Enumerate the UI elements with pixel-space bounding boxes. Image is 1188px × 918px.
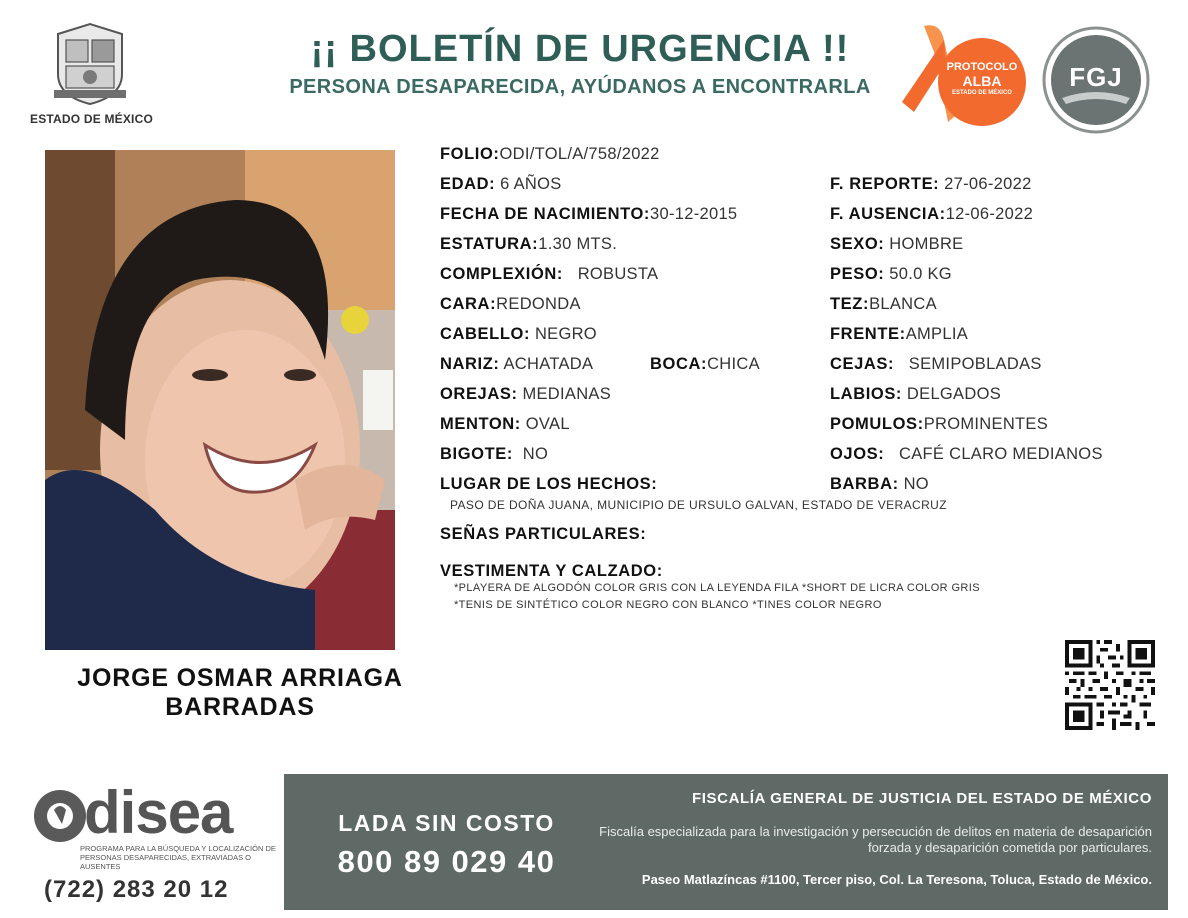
state-caption: ESTADO DE MÉXICO [30, 112, 153, 126]
odisea-description: PROGRAMA PARA LA BÚSQUEDA Y LOCALIZACIÓN DE PERSONAS DESAPARECIDAS, EXTRAVIADAS O AUSENTES [80, 844, 276, 871]
field-value: OVAL [525, 415, 570, 433]
field-label: OJOS: [830, 445, 885, 463]
field-cara [440, 295, 581, 314]
field-lugar-label [440, 475, 657, 494]
field-labios [830, 385, 1001, 404]
alba-line2: ALBA [962, 72, 1002, 89]
field-value: AMPLIA [905, 325, 969, 343]
field-tez [830, 295, 937, 314]
field-label: OREJAS: [440, 385, 518, 403]
person-name-line2: BARRADAS [165, 693, 315, 721]
field-value: HOMBRE [889, 235, 964, 253]
field-value: PROMINENTES [923, 415, 1049, 433]
field-barba [830, 475, 929, 494]
protocolo-alba-logo [900, 22, 1030, 132]
field-cabello [440, 325, 597, 344]
field-label: LUGAR DE LOS HECHOS: [440, 475, 658, 493]
field-label: BIGOTE: [440, 445, 513, 463]
page-title: ¡¡ BOLETÍN DE URGENCIA !! [310, 28, 850, 70]
field-sexo [830, 235, 963, 254]
field-label: SEÑAS PARTICULARES: [440, 525, 647, 543]
field-pomulos [830, 415, 1048, 434]
alba-line1: PROTOCOLO [946, 61, 1018, 73]
field-senas [440, 525, 646, 544]
field-complexion [440, 265, 658, 284]
field-folio [440, 145, 660, 164]
field-value: 1.30 MTS. [538, 235, 618, 253]
missing-person-photo [45, 150, 395, 650]
field-label: NARIZ: [440, 355, 500, 373]
field-label: BARBA: [830, 475, 899, 493]
field-label: FOLIO: [440, 145, 500, 163]
qr-code-icon [1064, 640, 1156, 730]
field-label: CARA: [440, 295, 497, 313]
fiscalia-description: Fiscalía especializada para la investigación y persecución de delitos en materia de desaparición forzada y desaparición cometida por particulares. [599, 824, 1152, 855]
lada-number[interactable]: 800 89 029 40 [337, 844, 556, 879]
field-label: POMULOS: [830, 415, 924, 433]
field-label: MENTON: [440, 415, 521, 433]
field-value: ROBUSTA [577, 265, 659, 283]
field-label: VESTIMENTA Y CALZADO: [440, 562, 663, 580]
page-subtitle: PERSONA DESAPARECIDA, AYÚDANOS A ENCONTRARLA [289, 76, 871, 98]
field-menton [440, 415, 570, 434]
field-label: F. REPORTE: [830, 175, 940, 193]
person-name-line1: JORGE OSMAR ARRIAGA [77, 664, 403, 692]
field-vestimenta [440, 562, 663, 581]
odisea-wordmark: disea [84, 779, 233, 846]
field-value: DELGADOS [906, 385, 1002, 403]
field-lugar-value: PASO DE DOÑA JUANA, MUNICIPIO DE URSULO GALVAN, ESTADO DE VERACRUZ [450, 498, 947, 512]
field-value: REDONDA [496, 295, 581, 313]
field-estatura [440, 235, 617, 254]
field-value: CHICA [707, 355, 760, 373]
odisea-phone[interactable]: (722) 283 20 12 [44, 876, 229, 903]
fgj-text: FGJ [1069, 62, 1123, 92]
field-value: NEGRO [534, 325, 597, 343]
field-cejas [830, 355, 1042, 374]
fgj-seal [1042, 26, 1150, 134]
footer-contact-bar [284, 774, 1168, 910]
field-label: CABELLO: [440, 325, 531, 343]
fiscalia-title: FISCALÍA GENERAL DE JUSTICIA DEL ESTADO DE MÉXICO [692, 790, 1152, 807]
person-details [440, 140, 1160, 620]
field-value: NO [903, 475, 929, 493]
coat-of-arms-icon [50, 20, 130, 108]
field-label: F. AUSENCIA: [830, 205, 946, 223]
field-value: 50.0 KG [889, 265, 952, 283]
field-label: SEXO: [830, 235, 885, 253]
person-photo-illustration [45, 150, 395, 650]
field-value: SEMIPOBLADAS [908, 355, 1042, 373]
person-name [45, 664, 435, 722]
field-fecha-ausencia [830, 205, 1033, 224]
field-orejas [440, 385, 611, 404]
odisea-logo [32, 779, 282, 916]
field-value: 6 AÑOS [500, 175, 562, 193]
field-label: CEJAS: [830, 355, 895, 373]
field-boca [650, 355, 760, 374]
field-label: FRENTE: [830, 325, 906, 343]
field-label: PESO: [830, 265, 885, 283]
alba-text [946, 62, 1018, 97]
field-value: 27-06-2022 [944, 175, 1032, 193]
field-value: ODI/TOL/A/758/2022 [499, 145, 660, 163]
field-bigote [440, 445, 548, 464]
field-label: EDAD: [440, 175, 496, 193]
alba-line3: ESTADO DE MÉXICO [952, 90, 1012, 97]
vestimenta-line2: *TENIS DE SINTÉTICO COLOR NEGRO CON BLANCO *TINES COLOR NEGRO [454, 599, 882, 611]
field-value: 12-06-2022 [945, 205, 1034, 223]
field-value: MEDIANAS [522, 385, 612, 403]
field-label: LABIOS: [830, 385, 903, 403]
field-value: CAFÉ CLARO MEDIANOS [899, 445, 1103, 463]
field-fecha-nacimiento [440, 205, 737, 224]
field-label: TEZ: [830, 295, 870, 313]
field-fecha-reporte [830, 175, 1032, 194]
field-nariz [440, 355, 593, 374]
lada-label: LADA SIN COSTO [338, 810, 555, 836]
field-value: 30-12-2015 [650, 205, 738, 223]
field-peso [830, 265, 952, 284]
estado-de-mexico-logo [30, 20, 153, 130]
fiscalia-address: Paseo Matlazíncas #1100, Tercer piso, Col. La Teresona, Toluca, Estado de México. [641, 872, 1152, 887]
vestimenta-line1: *PLAYERA DE ALGODÓN COLOR GRIS CON LA LEYENDA FILA *SHORT DE LICRA COLOR GRIS [454, 582, 980, 594]
odisea-pin-icon [32, 788, 92, 848]
field-value: ACHATADA [503, 355, 594, 373]
field-edad [440, 175, 562, 194]
field-value: BLANCA [869, 295, 937, 313]
field-frente [830, 325, 968, 344]
field-ojos [830, 445, 1103, 464]
field-label: BOCA: [650, 355, 708, 373]
field-label: ESTATURA: [440, 235, 539, 253]
field-value: NO [522, 445, 549, 463]
field-label: COMPLEXIÓN: [440, 265, 564, 283]
qr-code[interactable] [1064, 640, 1156, 730]
field-label: FECHA DE NACIMIENTO: [440, 205, 650, 223]
